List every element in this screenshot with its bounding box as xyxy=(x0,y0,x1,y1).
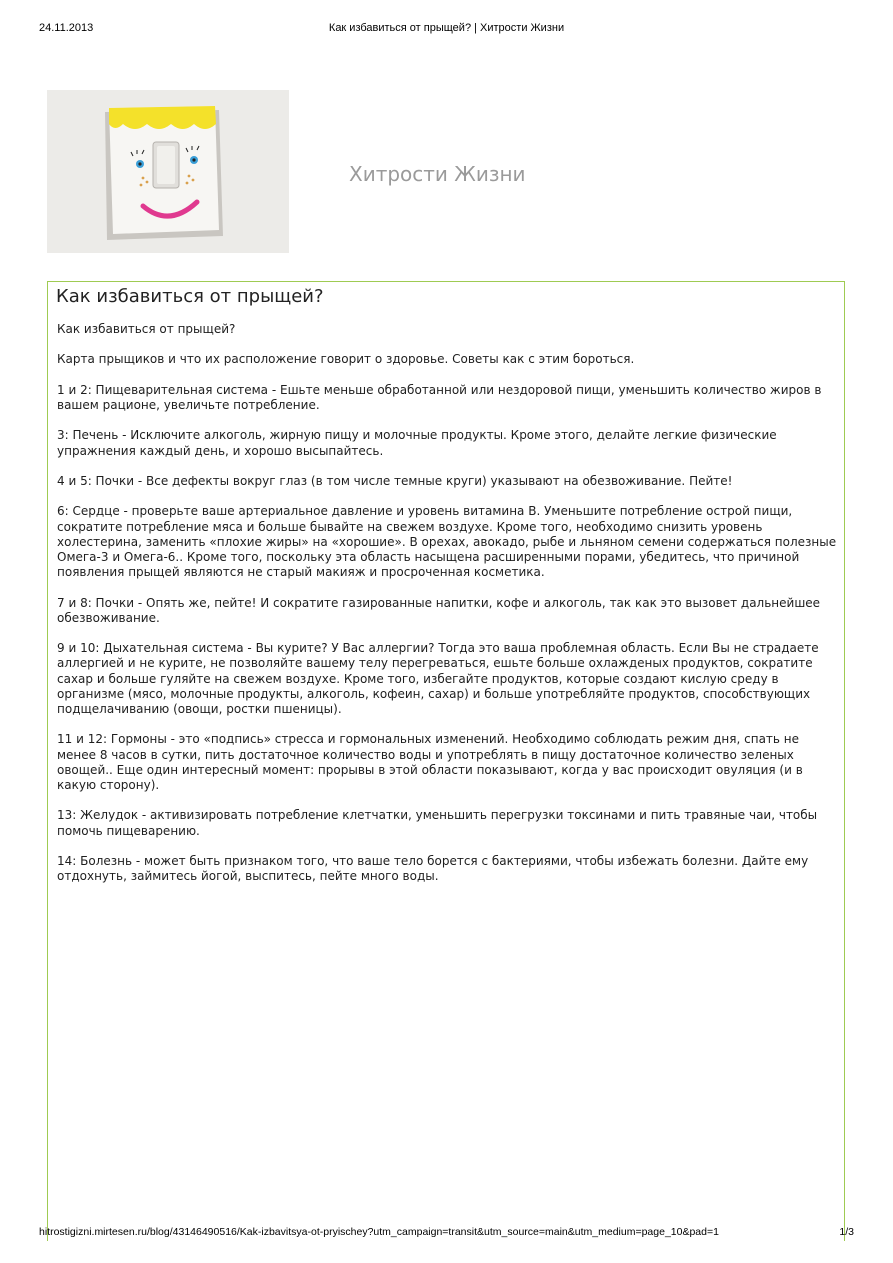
smiley-light-switch-icon xyxy=(47,90,289,253)
article-paragraph: 7 и 8: Почки - Опять же, пейте! И сократите газированные напитки, кофе и алкоголь, так как это вызовет дальнейшее обезвоживание. xyxy=(57,595,821,625)
article-paragraph: 6: Сердце - проверьте ваше артериальное давление и уровень витамина B. Уменьшите потребление острой пищи, сократите потребление мяса и больше бывайте на свежем воздухе. Кроме того, необходимо снизить уровень холестерина, заменить «плохие жиры» на «хорошие». В орехах, авокадо, рыбе и льняном семени содержаться полезные Омега-3 и Омега-6.. Кроме того, поскольку эта область насыщена расширенными порами, убедитесь, что причиной появления прыщей являются не старый макияж и просроченная косметика. xyxy=(57,504,837,580)
article-container xyxy=(47,281,845,1241)
article-paragraph: 11 и 12: Гормоны - это «подпись» стресса и гормональных изменений. Необходимо соблюдать режим дня, спать не менее 8 часов в сутки, пить достаточное количество воды и употреблять в пищу достаточное количество зеленых овощей.. Еще один интересный момент: прорывы в этой области показывают, когда у вас происходит овуляция (и в какую сторону). xyxy=(57,732,803,792)
article-paragraph: 13: Желудок - активизировать потребление клетчатки, уменьшить перегрузки токсинами и пить травяные чаи, чтобы помочь пищеварению. xyxy=(57,808,818,838)
print-header xyxy=(0,22,893,38)
site-logo[interactable] xyxy=(47,90,289,253)
print-date: 24.11.2013 xyxy=(39,22,94,34)
site-name[interactable]: Хитрости Жизни xyxy=(349,162,526,186)
print-page-number: 1/3 xyxy=(839,1226,854,1238)
article-paragraph: 3: Печень - Исключите алкоголь, жирную пищу и молочные продукты. Кроме этого, делайте легкие физические упражнения каждый день, и хорошо высыпайтесь. xyxy=(57,428,777,458)
print-page-title: Как избавиться от прыщей? | Хитрости Жизни xyxy=(328,22,565,34)
article-paragraph: 1 и 2: Пищеварительная система - Ешьте меньше обработанной или нездоровой пищи, уменьшить количество жиров в вашем рационе, увеличьте потребление. xyxy=(57,382,822,412)
print-footer xyxy=(0,1226,893,1242)
article-body xyxy=(57,322,839,900)
print-url: hitrostigizni.mirtesen.ru/blog/43146490516/Kak-izbavitsya-ot-pryischey?utm_campaign=transit&utm_source=main&utm_medium=page_10&pad=1 xyxy=(39,1226,719,1238)
article-paragraph: 14: Болезнь - может быть признаком того, что ваше тело борется с бактериями, чтобы избежать болезни. Дайте ему отдохнуть, займитесь йогой, выспитесь, пейте много воды. xyxy=(57,853,809,884)
article-paragraph: Карта прыщиков и что их расположение говорит о здоровье. Советы как с этим бороться. xyxy=(57,352,635,367)
article-paragraph: 9 и 10: Дыхательная система - Вы курите? У Вас аллергии? Тогда это ваша проблемная область. Если Вы не страдаете аллергией и не курите, не позволяйте вашему телу перегреваться, ешьте больше охлажденых продуктов, сократите сахар и больше гуляйте на свежем воздухе. Кроме того, избегайте продуктов, которые создают кислую среду в организме (мясо, молочные продукты, алкоголь, кофеин, сахар) и больше употребляйте продуктов, способствующих подщелачиванию (овощи, ростки пшеницы). xyxy=(57,641,819,716)
article-paragraph: Как избавиться от прыщей? xyxy=(57,322,236,336)
article-paragraph: 4 и 5: Почки - Все дефекты вокруг глаз (в том числе темные круги) указывают на обезвоживание. Пейте! xyxy=(57,473,733,488)
article-title: Как избавиться от прыщей? xyxy=(56,286,324,307)
